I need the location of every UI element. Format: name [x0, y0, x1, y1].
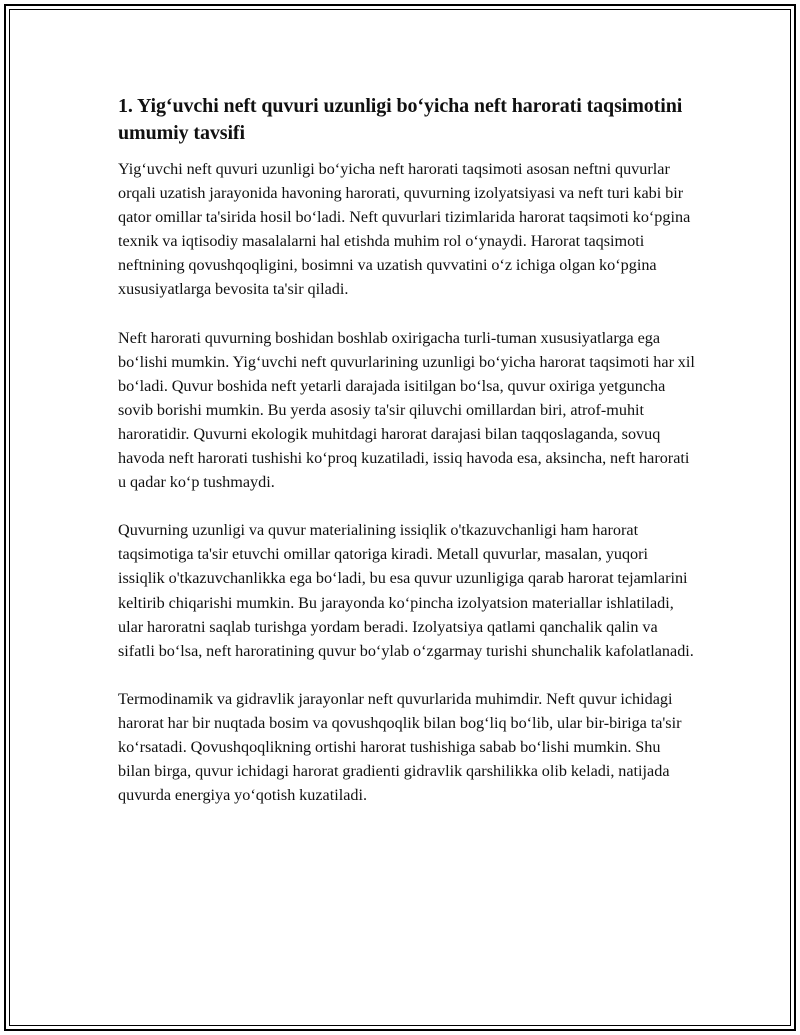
paragraph-3: Quvurning uzunligi va quvur materialining issiqlik o'tkazuvchanligi ham harorat taqsimotiga ta'sir etuvchi omillar qatoriga kiradi. Metall quvurlar, masalan, yuqori issiqlik o'tkazuvchanlikka ega bo‘ladi, bu esa quvur uzunligiga qarab harorat tejamlarini keltirib chiqarishi mumkin. Bu jarayonda ko‘pincha izolyatsion materiallar ishlatiladi, ular haroratni saqlab turishga yordam beradi. Izolyatsiya qatlami qanchalik qalin va sifatli bo‘lsa, neft haroratining quvur bo‘ylab o‘zgarmay turishi shunchalik kafolatlanadi. [118, 521, 694, 660]
paragraph-1: Yig‘uvchi neft quvuri uzunligi bo‘yicha neft harorati taqsimoti asosan neftni quvurlar orqali uzatish jarayonida havoning harorati, quvurning izolyatsiyasi va neft turi kabi bir qator omillar ta'sirida hosil bo‘ladi. Neft quvurlari tizimlarida harorat taqsimoti ko‘pgina texnik va iqtisodiy masalalarni hal etishda muhim rol o‘ynaydi. Harorat taqsimoti neftnining qovushqoqligini, bosimni va uzatish quvvatini o‘z ichiga olgan ko‘pgina xususiyatlarga bevosita ta'sir qiladi. [118, 160, 691, 299]
paragraph-2: Neft harorati quvurning boshidan boshlab oxirigacha turli-tuman xususiyatlarga ega bo‘lishi mumkin. Yig‘uvchi neft quvurlarining uzunligi bo‘yicha harorat taqsimoti har xil bo‘ladi. Quvur boshida neft yetarli darajada isitilgan bo‘lsa, quvur oxiriga yetguncha sovib borishi mumkin. Bu yerda asosiy ta'sir qiluvchi omillardan biri, atrof-muhit haroratidir. Quvurni ekologik muhitdagi harorat darajasi bilan taqqoslaganda, sovuq havoda neft harorati tushishi ko‘proq kuzatiladi, issiq havoda esa, aksincha, neft harorati u qadar ko‘p tushmaydi. [118, 328, 695, 492]
section-heading: 1. Yig‘uvchi neft quvuri uzunligi bo‘yicha neft harorati taqsimotini umumiy tavsifi [118, 95, 683, 144]
document-body [118, 93, 696, 831]
paragraph-4: Termodinamik va gidravlik jarayonlar neft quvurlarida muhimdir. Neft quvur ichidagi harorat har bir nuqtada bosim va qovushqoqlik bilan bog‘liq bo‘lib, ular bir-biriga ta'sir ko‘rsatadi. Qovushqoqlikning ortishi harorat tushishiga sabab bo‘lishi mumkin. Shu bilan birga, quvur ichidagi harorat gradienti gidravlik qarshilikka olib keladi, natijada quvurda energiya yo‘qotish kuzatiladi. [118, 689, 682, 805]
